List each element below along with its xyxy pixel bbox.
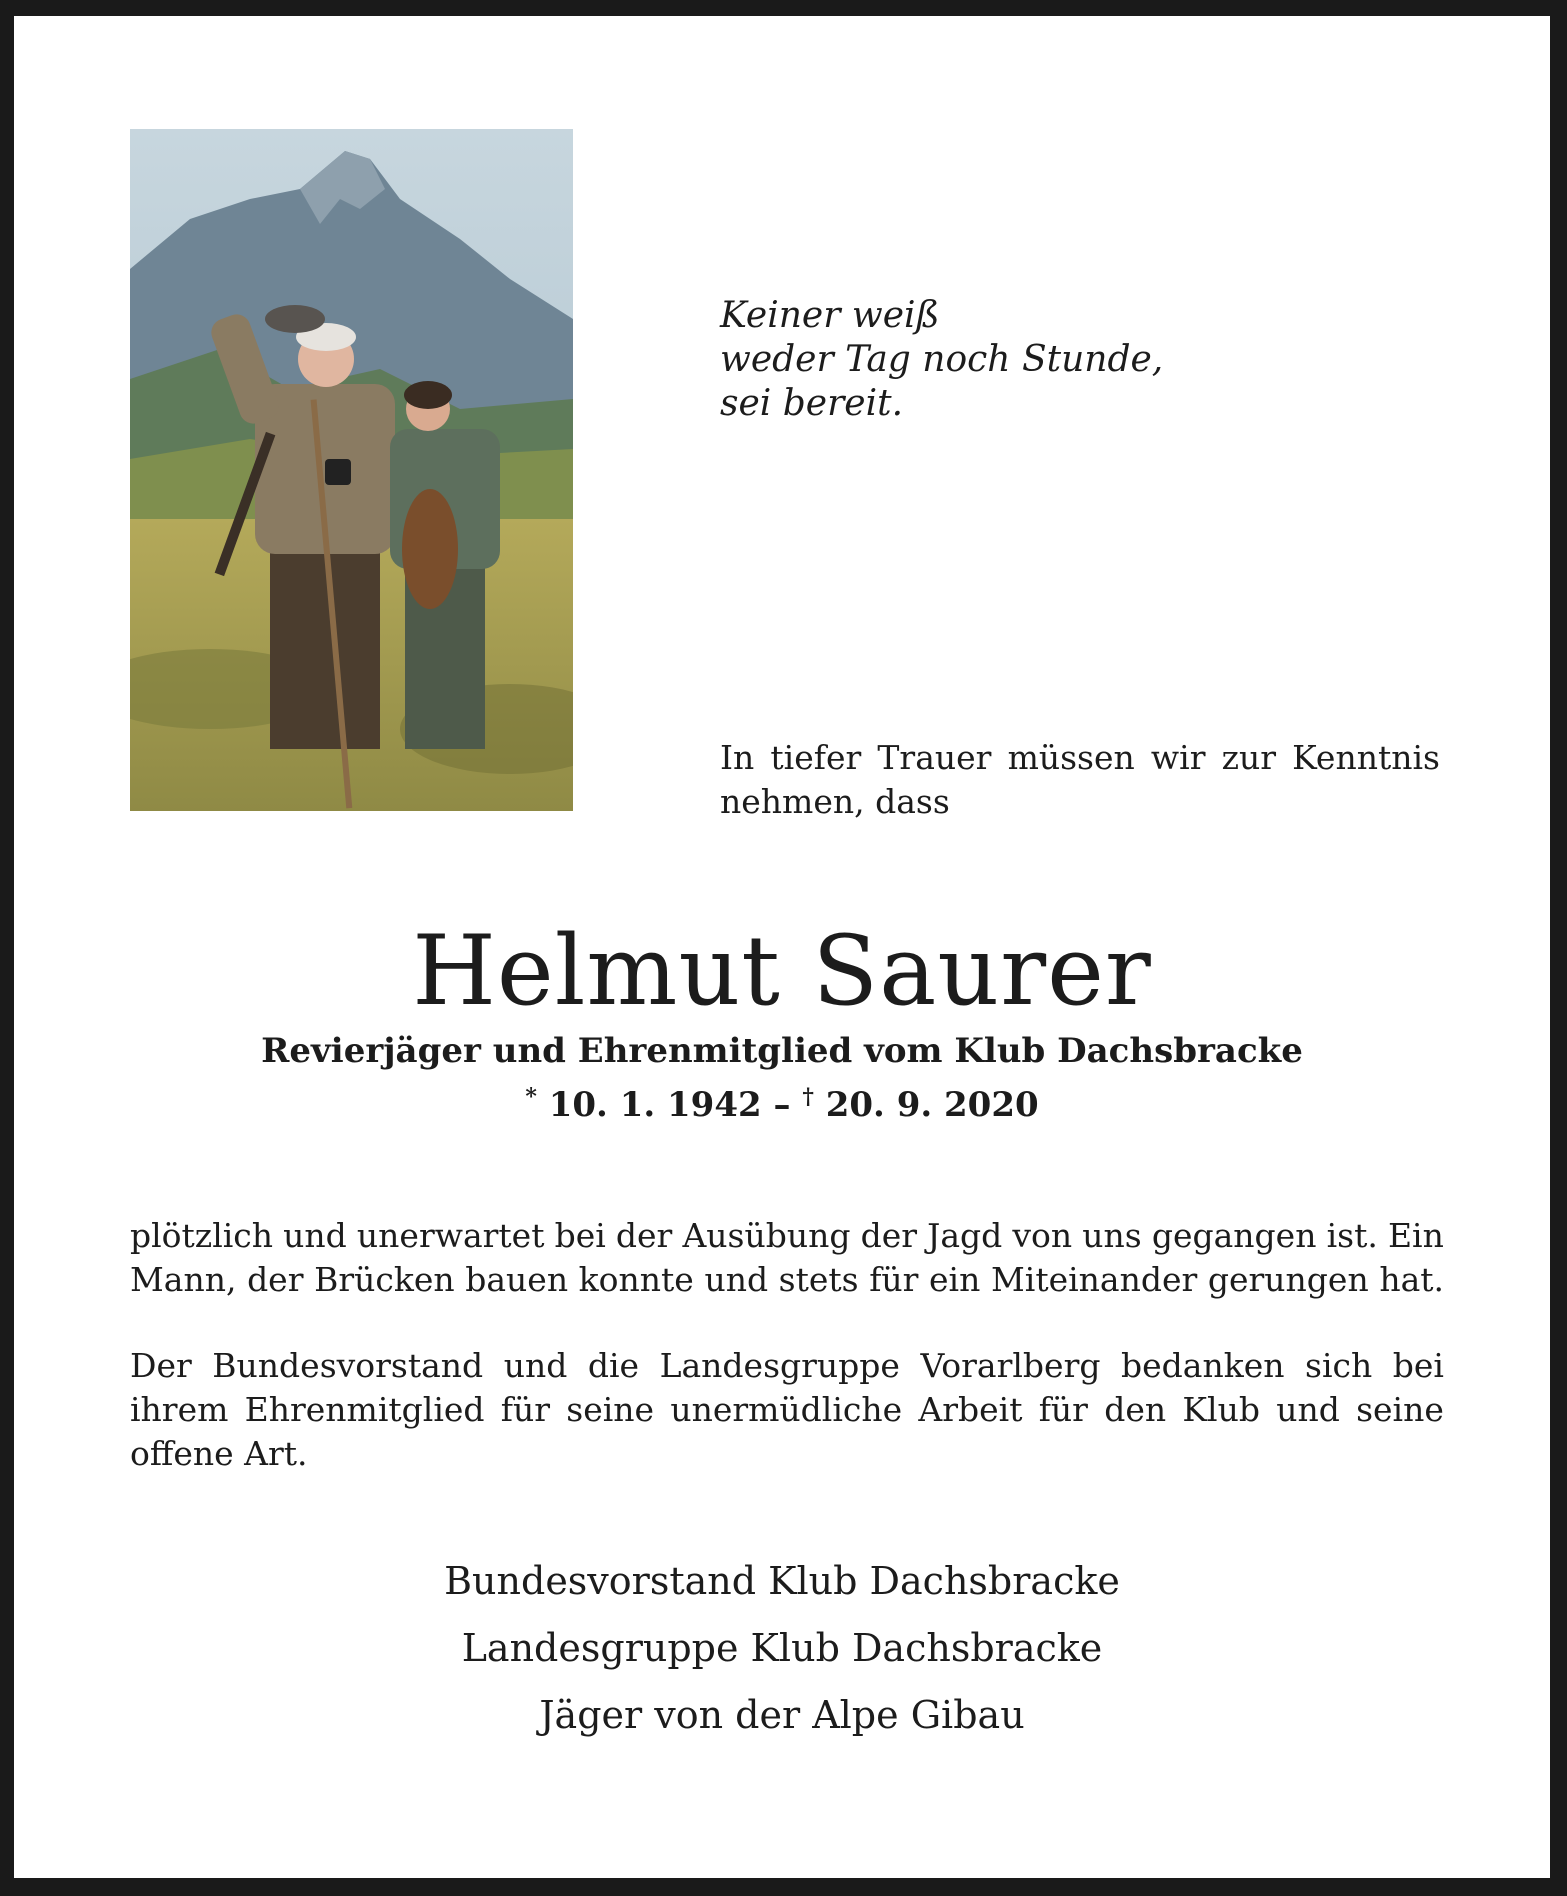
word: plötzlich [130,1216,274,1255]
word: Vorarlberg [920,1346,1101,1385]
word: Mann, [130,1260,237,1299]
deceased-name: Helmut Saurer [412,915,1152,1027]
word: unerwartet [356,1216,545,1255]
word: In [720,738,755,777]
word: und [283,1216,347,1255]
date-separator: – [773,1085,791,1125]
word: Arbeit [918,1390,1023,1429]
word: die [587,1346,640,1385]
word: hat. [1379,1260,1444,1299]
word: Brücken [314,1260,455,1299]
word: Miteinander [990,1260,1198,1299]
word: der [247,1260,304,1299]
word: Ein [1387,1216,1444,1255]
word: für [500,1390,551,1429]
body-line [130,1258,1444,1302]
word: Kenntnis [1292,738,1440,777]
word: für [869,1260,919,1299]
quote-line: Keiner weiß [720,295,940,336]
birth-symbol: * [525,1084,537,1110]
word: ein [929,1260,981,1299]
word: Ehrenmitglied [244,1390,485,1429]
word: Landesgruppe [659,1346,900,1385]
word: gegangen [1151,1216,1317,1255]
body-line [130,1214,1444,1258]
word: Trauer [877,738,992,777]
body-paragraph-1 [130,1214,1444,1302]
word: seine [566,1390,655,1429]
word: Jagd [927,1216,1003,1255]
word: Der [130,1346,192,1385]
word: und [1276,1390,1340,1429]
word: sich [1305,1346,1373,1385]
word: ist. [1326,1216,1378,1255]
word: und [704,1260,769,1299]
life-dates [14,1074,1550,1128]
word: stets [778,1260,859,1299]
portrait-photo [130,129,573,811]
word: wir [1150,738,1206,777]
signer-line: Landesgruppe Klub Dachsbracke [461,1626,1103,1670]
word: seine [1356,1390,1444,1429]
mountain-hunters-photo [130,129,573,811]
word: Bundesvorstand [212,1346,484,1385]
word: den [1104,1390,1167,1429]
quote-line: weder Tag noch Stunde, [720,339,1164,380]
word: für [1038,1390,1088,1429]
word: gerungen [1207,1260,1369,1299]
body-line [130,1388,1444,1432]
intro-line-1 [720,736,1440,780]
intro-text [720,736,1440,824]
word: ihrem [130,1390,229,1429]
word: Klub [1182,1390,1260,1429]
quote-block [720,294,1340,426]
word: bedanken [1121,1346,1285,1385]
body-line: offene Art. [130,1434,308,1473]
signer-line: Jäger von der Alpe Gibau [539,1693,1025,1737]
quote-line: sei bereit. [720,383,904,424]
word: konnte [578,1260,694,1299]
signer-line: Bundesvorstand Klub Dachsbracke [444,1559,1120,1603]
body-paragraph-2 [130,1344,1444,1476]
word: tiefer [770,738,862,777]
word: bei [554,1216,606,1255]
word: Ausübung [682,1216,851,1255]
word: uns [1082,1216,1142,1255]
word: bei [1392,1346,1444,1385]
word: der [615,1216,673,1255]
body-line [130,1344,1444,1388]
death-symbol: † [802,1084,814,1110]
word: und [503,1346,568,1385]
word: der [860,1216,918,1255]
deceased-title: Revierjäger und Ehrenmitglied vom Klub Dachsbracke [261,1031,1303,1071]
word: zur [1221,738,1277,777]
death-date: 20. 9. 2020 [825,1085,1039,1125]
obituary-card [14,16,1550,1878]
birth-date: 10. 1. 1942 [548,1085,762,1125]
word: bauen [465,1260,569,1299]
intro-line-2: nehmen, dass [720,782,950,821]
word: von [1012,1216,1073,1255]
word: unermüdliche [670,1390,903,1429]
word: müssen [1007,738,1135,777]
